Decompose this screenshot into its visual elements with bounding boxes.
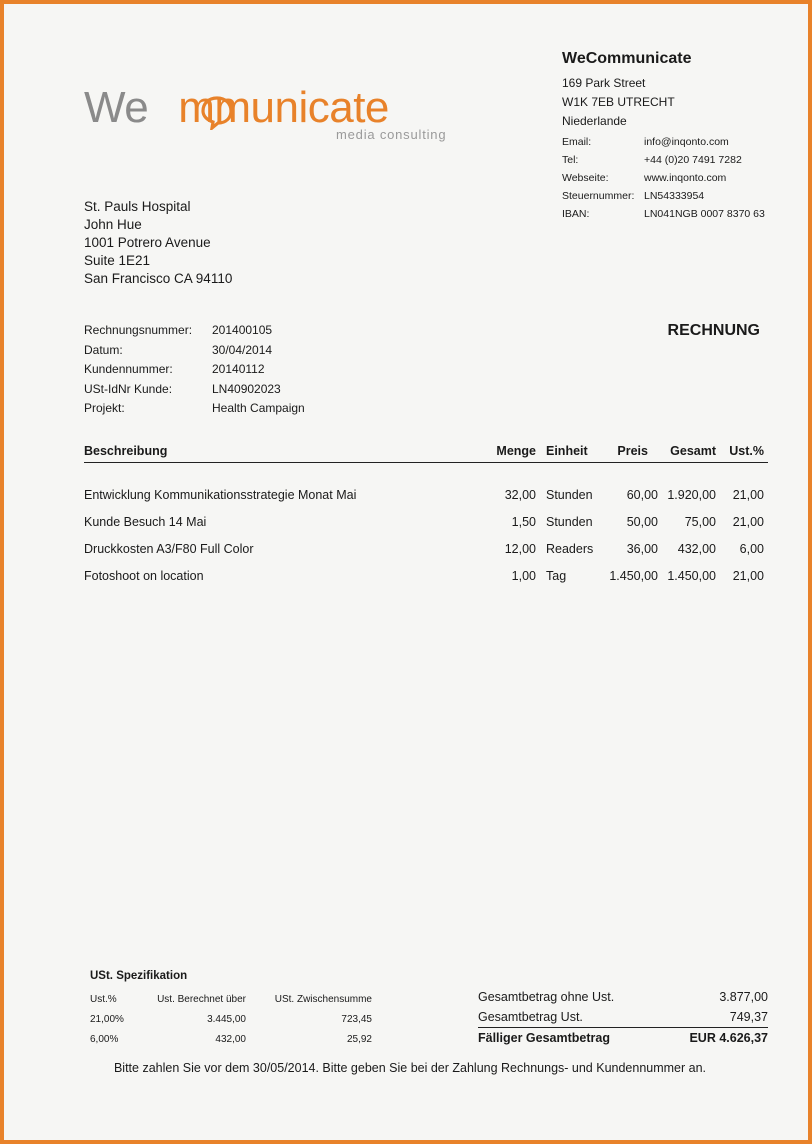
tax-number-label: Steuernummer: (562, 190, 635, 202)
cell-vat: 21,00 (732, 569, 764, 583)
phone-label: Tel: (562, 154, 579, 166)
logo-text-rest: mmunicate (178, 83, 389, 132)
total-vat-row (478, 1007, 768, 1027)
total-due-row (478, 1027, 768, 1048)
cell-vat: 21,00 (732, 488, 764, 502)
table-row (84, 463, 768, 502)
vat-specification (90, 970, 372, 1050)
meta-label: Kundennummer: (84, 362, 173, 376)
header-price: Preis (617, 444, 648, 458)
email-value[interactable]: info@inqonto.com (644, 136, 729, 148)
vat-spec-row (90, 1030, 372, 1050)
company-logo (84, 82, 464, 152)
total-net-label: Gesamtbetrag ohne Ust. (478, 990, 615, 1004)
header-unit: Einheit (546, 444, 588, 458)
cell-price: 60,00 (626, 488, 658, 502)
sender-tax-number (562, 187, 792, 205)
cell-unit: Stunden (546, 515, 593, 529)
cell-total: 432,00 (677, 542, 716, 556)
cell-quantity: 1,00 (511, 569, 536, 583)
meta-label: USt-IdNr Kunde: (84, 381, 173, 396)
logo-tagline: media consulting (336, 127, 447, 142)
recipient-line: Suite 1E21 (84, 253, 151, 268)
vat-spec-subtotal: 723,45 (341, 1014, 372, 1025)
cell-description: Druckkosten A3/F80 Full Color (84, 542, 254, 556)
recipient-line: St. Pauls Hospital (84, 199, 191, 214)
cell-description: Fotoshoot on location (84, 569, 204, 583)
vat-spec-base: 432,00 (215, 1034, 246, 1045)
total-due-value: EUR 4.626,37 (689, 1031, 768, 1045)
vat-spec-header (90, 990, 372, 1010)
sender-website (562, 169, 792, 187)
cell-unit: Readers (546, 542, 594, 556)
cell-description: Entwicklung Kommunikationsstrategie Monat Mai (84, 488, 357, 502)
sender-email (562, 133, 792, 151)
sender-street: 169 Park Street (562, 76, 646, 90)
cell-price: 50,00 (626, 515, 658, 529)
cell-quantity: 32,00 (504, 488, 536, 502)
vat-spec-rate: 6,00% (90, 1034, 119, 1045)
vat-spec-rate: 21,00% (90, 1014, 124, 1025)
cell-unit: Tag (546, 569, 567, 583)
speech-bubble-icon (200, 94, 234, 130)
total-due-label: Fälliger Gesamtbetrag (478, 1031, 610, 1045)
vat-spec-row (90, 1010, 372, 1030)
meta-label: Rechnungsnummer: (84, 323, 193, 337)
sender-company: WeCommunicate (562, 50, 692, 67)
iban-value: LN041NGB 0007 8370 63 (644, 208, 765, 220)
vat-spec-header-rate: Ust.% (90, 994, 117, 1005)
cell-quantity: 12,00 (504, 542, 536, 556)
recipient-line: John Hue (84, 217, 142, 232)
table-row (84, 517, 768, 556)
recipient-line: 1001 Potrero Avenue (84, 235, 211, 250)
sender-iban (562, 205, 792, 223)
meta-label: Projekt: (84, 401, 125, 415)
vat-spec-base: 3.445,00 (207, 1014, 246, 1025)
meta-value: 30/04/2014 (212, 342, 273, 357)
total-net-value: 3.877,00 (719, 990, 768, 1004)
cell-total: 75,00 (684, 515, 716, 529)
iban-label: IBAN: (562, 208, 590, 220)
header-total: Gesamt (670, 444, 716, 458)
header-quantity: Menge (496, 444, 536, 458)
total-net-row (478, 987, 768, 1007)
table-row (84, 490, 768, 529)
cell-price: 36,00 (626, 542, 658, 556)
cell-quantity: 1,50 (511, 515, 536, 529)
table-header (84, 440, 768, 463)
recipient-address (84, 198, 232, 288)
cell-price: 1.450,00 (609, 569, 658, 583)
meta-value: LN40902023 (212, 381, 281, 396)
tax-number-value: LN54333954 (644, 190, 705, 202)
line-items-table (84, 440, 768, 583)
cell-vat: 21,00 (732, 515, 764, 529)
phone-value: +44 (0)20 7491 7282 (644, 154, 742, 166)
recipient-line: San Francisco CA 94110 (84, 271, 233, 286)
vat-spec-subtotal: 25,92 (346, 1034, 372, 1045)
total-vat-value: 749,37 (729, 1010, 768, 1024)
website-value[interactable]: www.inqonto.com (644, 172, 727, 184)
sender-country: Niederlande (562, 114, 627, 128)
meta-value: 201400105 (212, 323, 273, 337)
meta-label: Datum: (84, 342, 123, 357)
meta-value: 20140112 (212, 362, 265, 376)
cell-unit: Stunden (546, 488, 593, 502)
header-description: Beschreibung (84, 444, 168, 458)
sender-block (562, 48, 792, 223)
cell-vat: 6,00 (739, 542, 764, 556)
totals-block (478, 987, 768, 1048)
vat-spec-header-base: Ust. Berechnet über (157, 994, 246, 1005)
cell-description: Kunde Besuch 14 Mai (84, 515, 207, 529)
cell-total: 1.450,00 (667, 569, 716, 583)
vat-spec-title: USt. Spezifikation (90, 970, 188, 982)
payment-note: Bitte zahlen Sie vor dem 30/05/2014. Bitte geben Sie bei der Zahlung Rechnungs- und Kundennummer an. (113, 1061, 707, 1075)
email-label: Email: (562, 136, 592, 148)
sender-phone (562, 151, 792, 169)
website-label: Webseite: (562, 172, 609, 184)
cell-total: 1.920,00 (667, 488, 716, 502)
meta-value: Health Campaign (212, 401, 305, 415)
logo-text-we: We (84, 83, 149, 132)
table-row (84, 544, 768, 583)
vat-spec-header-subtotal: USt. Zwischensumme (274, 994, 372, 1005)
total-vat-label: Gesamtbetrag Ust. (478, 1010, 583, 1024)
header-vat: Ust.% (729, 444, 764, 458)
sender-city: W1K 7EB UTRECHT (562, 95, 675, 109)
document-title: RECHNUNG (667, 322, 760, 339)
